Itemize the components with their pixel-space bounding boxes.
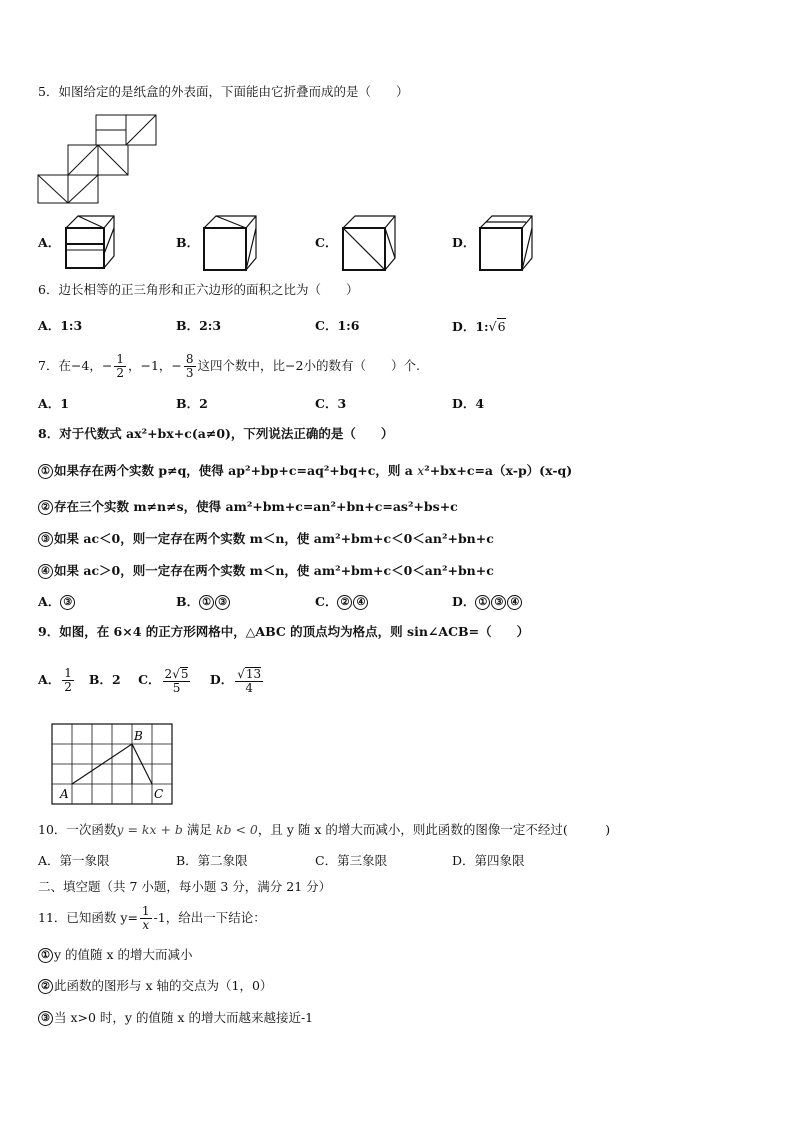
q11-stem-part-a: 11．已知函数 y= — [38, 910, 138, 925]
q8-option-c-letter: C． — [315, 594, 338, 609]
q8-option-d[interactable] — [452, 594, 523, 610]
q6-option-d-prefix: D．1: — [452, 319, 489, 334]
q8-stem: 8．对于代数式 ax²+bx+c(a≠0)，下列说法正确的是（ ） — [38, 426, 394, 441]
q10-condition: kb < 0 — [215, 822, 258, 837]
q8-option-a[interactable] — [38, 594, 76, 610]
q10-stem-part-a: 10．一次函数 — [38, 822, 117, 837]
q5-option-a-cube — [64, 214, 116, 270]
q10-option-a[interactable]: A．第一象限 — [38, 853, 110, 868]
q7-fraction-1-num: 1 — [116, 352, 124, 366]
q11-conclusion-2 — [38, 978, 272, 994]
q9-option-d-num: √13 — [237, 666, 262, 681]
q11-conclusion-2-number: ② — [38, 979, 53, 994]
q5-option-c-cube — [341, 214, 397, 272]
q7-fraction-1 — [114, 353, 126, 380]
q7-option-d[interactable]: D．4 — [452, 396, 485, 411]
q7-fraction-1-den: 2 — [116, 366, 124, 380]
q10-option-d[interactable]: D．第四象限 — [452, 853, 525, 868]
q8-option-c-num-2: ④ — [353, 595, 368, 610]
q10-stem-part-c: ，且 y 随 x 的增大而减小，则此函数的图像一定不经过( ) — [257, 822, 611, 837]
q11-stem — [38, 898, 266, 938]
q8-option-d-num-1: ① — [475, 595, 490, 610]
q8-option-b[interactable] — [176, 594, 231, 610]
q5-stem: 5．如图给定的是纸盒的外表面，下面能由它折叠而成的是（ ） — [38, 84, 409, 99]
q5-option-d-cube — [478, 214, 534, 272]
q9-option-a-den: 2 — [64, 680, 72, 694]
q6-option-a[interactable]: A．1:3 — [38, 318, 83, 333]
q9-option-d-fraction — [235, 667, 263, 695]
q9-grid-figure — [52, 724, 174, 806]
q9-option-c-num: 2√5 — [164, 666, 189, 681]
q11-fraction — [140, 905, 152, 932]
q11-conclusion-3-number: ③ — [38, 1011, 53, 1026]
q5-option-a-label[interactable]: A． — [38, 235, 61, 250]
q11-conclusion-1 — [38, 947, 193, 963]
q7-stem-part-b: ，−1，− — [128, 358, 182, 373]
q7-fraction-2-den: 3 — [185, 366, 194, 380]
q9-label-c: C — [154, 787, 164, 801]
q8-statement-3-number: ③ — [38, 532, 53, 547]
q11-conclusion-1-text: y 的值随 x 的增大而减小 — [54, 947, 193, 962]
q7-stem — [38, 350, 420, 382]
q10-option-b[interactable]: B．第二象限 — [176, 853, 248, 868]
q8-statement-3 — [38, 531, 494, 547]
q7-option-a[interactable]: A．1 — [38, 396, 69, 411]
q7-fraction-2-num: 8 — [185, 352, 194, 366]
q6-option-d-radicand: 6 — [497, 319, 506, 334]
q9-options — [38, 660, 265, 700]
q8-option-b-num-1: ① — [199, 595, 214, 610]
q8-statement-4-text: 如果 ac＞0，则一定存在两个实数 m＜n，使 am²+bm+c＜0＜an²+bn+c — [54, 563, 494, 578]
q5-option-b-label[interactable]: B． — [176, 235, 200, 250]
q8-statement-1-number: ① — [38, 464, 53, 479]
q11-conclusion-3-text: 当 x>0 时，y 的值随 x 的增大而越来越接近-1 — [54, 1010, 314, 1025]
q8-option-a-letter: A． — [38, 594, 61, 609]
q11-conclusion-1-number: ① — [38, 948, 53, 963]
q8-statement-4 — [38, 563, 494, 579]
q8-statement-1-text-a: 如果存在两个实数 p≠q，使得 ap²+bp+c=aq²+bq+c，则 a — [54, 463, 413, 478]
q5-option-d-label[interactable]: D． — [452, 235, 476, 250]
q8-option-d-num-3: ④ — [507, 595, 522, 610]
q9-option-a[interactable] — [38, 666, 76, 694]
q9-option-c-radicand: 5 — [180, 666, 189, 681]
q9-option-c-fraction — [163, 667, 191, 695]
q10-stem-part-b: 满足 — [186, 822, 212, 837]
q5-option-c-label[interactable]: C． — [315, 235, 338, 250]
q11-conclusion-3 — [38, 1010, 313, 1026]
q8-statement-2-number: ② — [38, 500, 53, 515]
q7-option-b[interactable]: B．2 — [176, 396, 208, 411]
q11-fraction-den: x — [142, 918, 150, 932]
q6-option-b[interactable]: B．2:3 — [176, 318, 222, 333]
q10-formula: y = kx + b — [116, 822, 183, 837]
q10-option-c[interactable]: C．第三象限 — [315, 853, 388, 868]
q9-option-c[interactable] — [138, 666, 192, 695]
q8-option-b-num-2: ③ — [215, 595, 230, 610]
q11-fraction-num: 1 — [141, 904, 150, 918]
q8-option-c-num-1: ② — [337, 595, 352, 610]
q8-option-c[interactable] — [315, 594, 369, 610]
q7-stem-part-a: 7．在−4，− — [38, 358, 113, 373]
q8-statement-1 — [38, 463, 572, 479]
q7-option-c[interactable]: C．3 — [315, 396, 347, 411]
q9-option-c-label: C． — [138, 672, 161, 687]
q8-option-b-letter: B． — [176, 594, 200, 609]
q9-option-d-radicand: 13 — [245, 666, 262, 681]
q8-statement-2 — [38, 499, 458, 515]
q11-stem-part-b: -1，给出一下结论： — [153, 910, 266, 925]
q9-stem: 9．如图，在 6×4 的正方形网格中，△ABC 的顶点均为格点，则 sin∠ACB=（ ） — [38, 624, 530, 639]
q9-option-c-coef: 2 — [164, 666, 173, 681]
q6-stem: 6．边长相等的正三角形和正六边形的面积之比为（ ） — [38, 282, 359, 297]
section2-title: 二、填空题（共 7 小题，每小题 3 分，满分 21 分） — [38, 879, 332, 894]
box-net-figure — [38, 113, 160, 205]
q9-option-a-num: 1 — [64, 666, 72, 680]
q9-label-b: B — [134, 729, 143, 743]
q8-statement-4-number: ④ — [38, 564, 53, 579]
q11-conclusion-2-text: 此函数的图形与 x 轴的交点为（1，0） — [54, 978, 273, 993]
q8-statement-2-text: 存在三个实数 m≠n≠s，使得 am²+bm+c=an²+bn+c=as²+bs+c — [54, 499, 458, 514]
q8-statement-1-text-b: ²+bx+c=a（x-p）(x-q) — [424, 463, 573, 478]
q7-stem-part-c: 这四个数中，比−2小的数有（ ）个. — [197, 358, 420, 373]
q9-option-a-label: A． — [38, 672, 61, 687]
q6-option-c[interactable]: C．1:6 — [315, 318, 360, 333]
q8-option-d-letter: D． — [452, 594, 476, 609]
q8-statement-1-x: x — [417, 463, 425, 478]
q9-option-d-den: 4 — [245, 680, 254, 695]
q9-option-d-label: D． — [209, 672, 234, 687]
q8-option-d-num-2: ③ — [491, 595, 506, 610]
q9-option-b[interactable]: B．2 — [88, 672, 121, 687]
q10-stem — [38, 822, 610, 838]
q5-option-b-cube — [202, 214, 258, 272]
q6-option-d[interactable]: D．1:√6 — [452, 319, 506, 334]
q8-option-a-num-1: ③ — [60, 595, 75, 610]
q9-option-a-fraction — [62, 667, 74, 694]
q9-option-d[interactable] — [209, 666, 265, 695]
q9-option-c-den: 5 — [172, 680, 181, 695]
q9-label-a: A — [60, 787, 69, 801]
q7-fraction-2 — [184, 353, 196, 380]
q8-statement-3-text: 如果 ac＜0，则一定存在两个实数 m＜n，使 am²+bm+c＜0＜an²+bn+c — [54, 531, 494, 546]
